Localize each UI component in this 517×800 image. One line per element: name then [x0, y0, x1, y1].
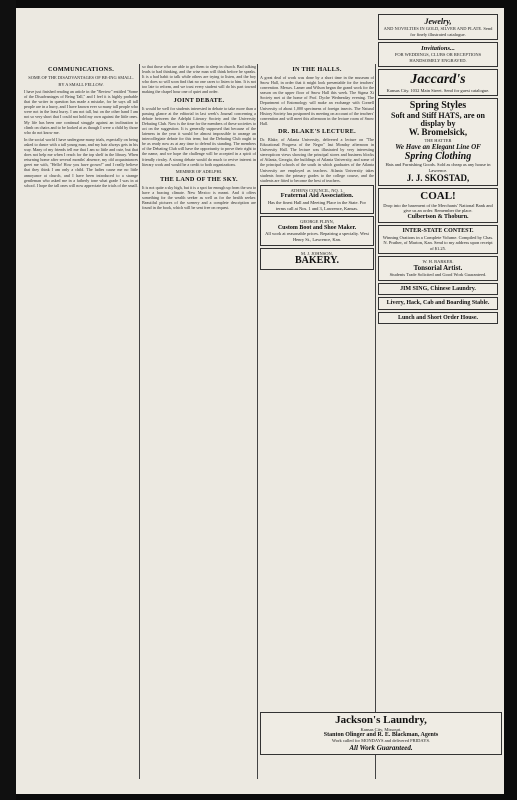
ad-livery: Livery, Hack, Cab and Boarding Stable.	[378, 297, 498, 309]
editorial-body: so that those who are able to get them to sleep in church. Bad talking leads to bad thinking, and the wise man will think before he speaks. It is a bad habit to talk while others are trying to listen, and the boy who does so will soon find that no one cares to listen to him. It is not too late to reform, and we trust every student will do his part toward making the chapel hour one of quiet and order.	[142, 64, 256, 95]
column-editorial	[142, 64, 256, 212]
page-edge	[0, 0, 16, 800]
newspaper-page	[16, 8, 504, 794]
communications-body-2: In the social world I have undergone many trials, especially on being asked to dance with a tall young man, and my hair always gets in his way. Many of my friends tell me that I am so little and cute, but that does not help me when I reach for the top shelf in the library. When returning home after several months' absence, my old acquaintances greet me with, "Hello! How you have grown!" and I really believe that they think I am only a child. The ladies cause me no little annoyance at church, and I have been introduced to a strange gentleman who asked me in a fatherly tone what grade I was in at school. I hope the tall ones will now appreciate the trials of the small.	[24, 136, 138, 188]
west-body: It is not quite a sky high, but it is a spot far enough up from the sea to have a bracing climate. New Mexico is meant. And it offers something for the wealth seeker as well as for the health seeker. Beautiful pictures of the scenery and a complete description are found in the book, which will be sent free on request.	[142, 184, 256, 211]
debate-signature: MEMBER OF ADELPHI.	[175, 168, 223, 174]
ad-bakery: M. J. JOHNSON, BAKERY.	[260, 248, 374, 270]
ad-barker: W. H. BARKER. Tonsorial Artist. Students Trade Solicited and Good Work Guaranteed.	[378, 256, 498, 281]
halls-body: A great deal of work was done by a short time in the museum of Snow Hall, in order that it might look presentable for the teachers' convention. Messrs. Lamer and Wilson began the grand work for the season on the upper floor of Snow Hall this week. The Sigma Xi Society met at the home of Prof. Dyche Wednesday evening. The Department of Entomology will make an exchange with Cornell University of about 1,000 specimens of foreign insects. The Natural History Society has postponed its meeting on account of the teachers' convention and will meet this afternoon in the lecture room of Snow Hall.	[260, 75, 374, 126]
debate-heading: JOINT DEBATE.	[173, 96, 225, 104]
ad-coal: COAL! Drop into the basement of the Merchants' National Bank and give us an order. Remember the place. Culbertson & Thoburn.	[378, 188, 498, 223]
ad-athens-council: ATHENS COUNCIL, NO. 1. Fraternal Aid Association. Has the finest Hall and Meeting Place in the State. For terms call at Nos. 1 and 3, Lawrence, Kansas.	[260, 185, 374, 215]
column-communications	[24, 64, 138, 190]
pickets-body: Dr. Blake, of Atlanta University, delivered a lecture on "The Educational Progress of the Negro" last Monday afternoon in University Hall. The lecture was illustrated by very interesting stereopticon views showing the principal stores and business blocks of Atlanta, Georgia, the buildings of Atlanta University, and some of the principal schools of the south in which graduates of the Atlanta University are employed as teachers. Atlanta University takes students from the primary grades to the college course, and the students are fitted to become the best of teachers.	[260, 136, 374, 183]
ad-lunch: Lunch and Short Order House.	[378, 312, 498, 324]
ad-jacksons-laundry: Jackson's Laundry, Kansas City, Missouri. Stanton Olinger and R. E. Blackman, Agents Work called for MONDAYS and delivered FRIDAYS. All Work Guaranteed.	[260, 712, 502, 755]
ad-contest: INTER-STATE CONTEST. Winning Orations in a Complete Volume. Compiled by Chas. N. Prather, of Marion, Kan. Send to my address upon receipt of $1.25.	[378, 225, 498, 254]
pickets-heading: DR. BLAKE'S LECTURE.	[278, 127, 356, 135]
communications-body: I have just finished reading an article in the "Review" entitled "Some of the Disadvantages of Being Tall," and I feel it is highly probable that the writer in question has made a mistake, for he says all tall people are in a hurry, and I have known ever so many tall people who were not in the least hurry. I am not tall, but on the other hand I am not so very short that I could not hold my own against the little ones. My life has been one continual struggle against an inclination to climb on chairs and to be looked at as though I were a child by those who do not know me.	[24, 89, 138, 135]
communications-subheading: SOME OF THE DISADVANTAGES OF BE-ING SMALL.	[28, 75, 134, 80]
communications-heading: COMMUNICATIONS.	[47, 66, 115, 73]
column-rule	[257, 64, 258, 779]
ad-spring-hats: Spring Styles Soft and Stiff HATS, are on display by W. Bromelsick, THE HATTER We Have an Elegant Line OF Spring Clothing Hats and Furnishing Goods. Sold as cheap as any house in Lawrence. J. J. SKOSTAD,	[378, 98, 498, 186]
column-halls-and-ads	[260, 64, 374, 272]
ad-jaccards: Jaccard's Kansas City. 1032 Main Street. Send for guest catalogue.	[378, 69, 498, 97]
column-rule	[375, 64, 376, 779]
ad-jewelry: Jewelry, AND NOVELTIES IN GOLD, SILVER AND PLATE. Send for finely illustrated catalogue.	[378, 14, 498, 40]
west-heading: THE LAND OF THE SKY.	[160, 175, 238, 183]
communications-byline: BY A SMALL FELLOW.	[58, 82, 104, 87]
column-jewelry	[378, 12, 498, 326]
ad-invitations: Invitations... FOR WEDDINGS, CLUBS OR RECEPTIONS HANDSOMELY ENGRAVED.	[378, 42, 498, 66]
halls-heading: IN THE HALLS.	[292, 66, 342, 73]
column-rule	[139, 64, 140, 779]
ad-laundry-sing: JIM SING, Chinese Laundry.	[378, 283, 498, 295]
ad-shoe-maker: GEORGE FLINN, Custom Boot and Shoe Maker. All work at reasonable prices. Repairing a specialty. West Henry St., Lawrence, Kan.	[260, 216, 374, 245]
debate-body: It would be well for students interested in debate to take more than a passing glance at the editorial in last week's Journal concerning a debate between the Adelphi Literary Society and the University Debating Club. Now is the time for the members of these societies to act on the suggestion. It is generally supposed that because of the lateness in the year it would be almost impossible to arrange an intercollegiate debate for this term; but the Debating Club ought to be as ready now as at any time to defend its standing. The members of the Debating Club will have the opportunity to prove their right to the name, and we hope the challenge will be accepted in a spirit of friendly rivalry. A strong debate would do much to revive interest in literary work and would be a credit to both organizations.	[142, 105, 256, 167]
